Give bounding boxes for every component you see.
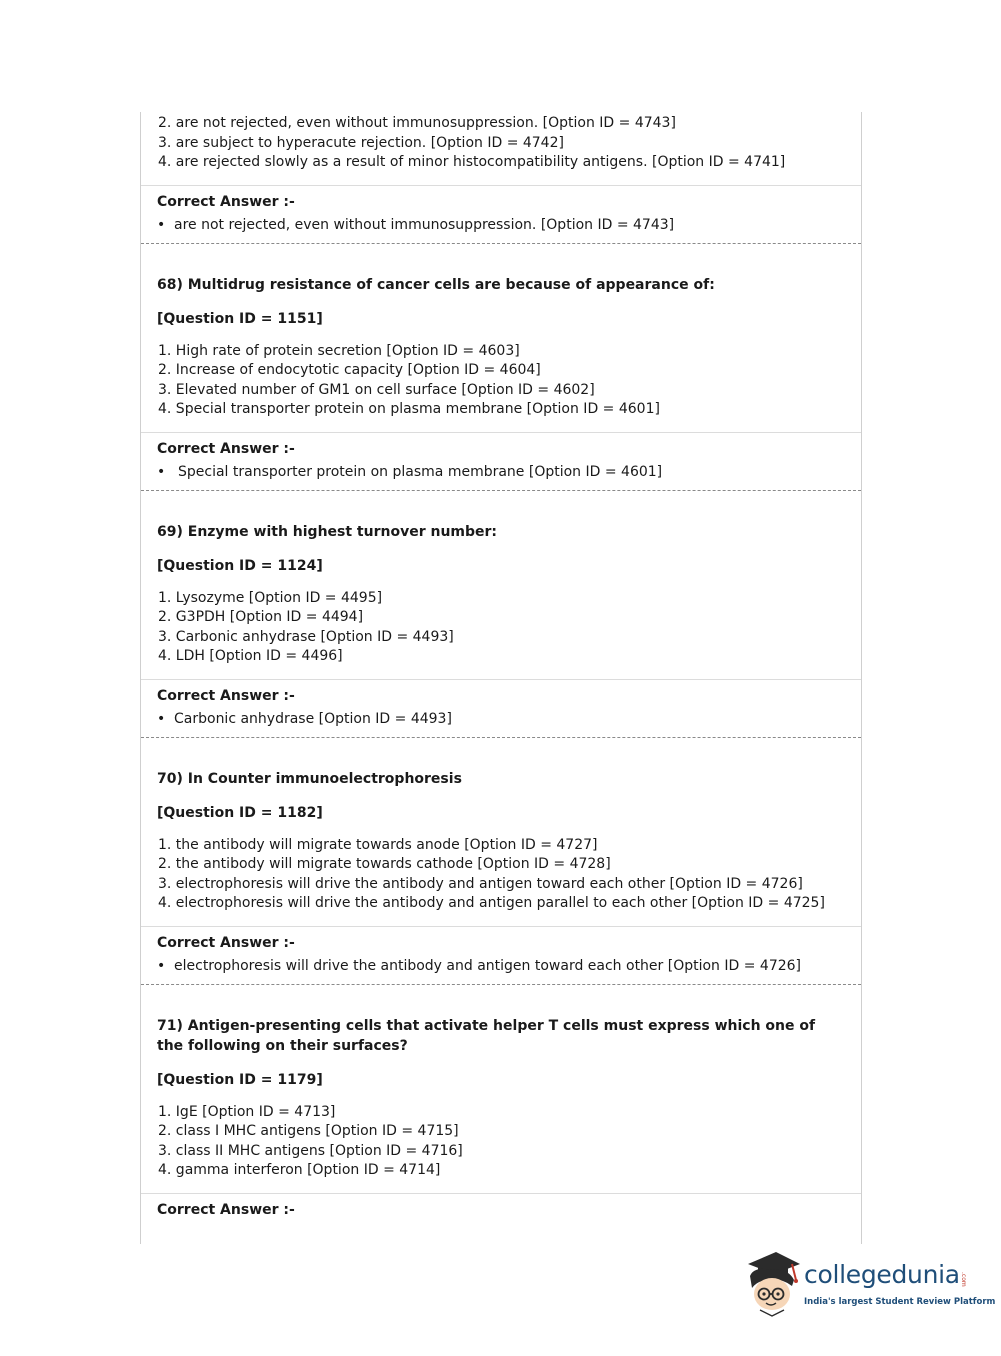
question-71 <box>141 985 861 1181</box>
question-68 <box>141 244 861 420</box>
option-list <box>157 836 845 914</box>
correct-answer-label: Correct Answer :- <box>157 193 295 210</box>
correct-answer-value: • are not rejected, even without immunosuppression. [Option ID = 4743] <box>157 216 675 233</box>
collegedunia-logo[interactable] <box>742 1250 996 1320</box>
question-id: [Question ID = 1151] <box>157 310 323 327</box>
option-item: 3. class II MHC antigens [Option ID = 4716] <box>158 1142 463 1159</box>
correct-answer-section <box>141 1194 861 1220</box>
option-list <box>157 342 845 420</box>
option-item: 2. class I MHC antigens [Option ID = 4715] <box>158 1123 459 1139</box>
option-item: 2. Increase of endocytotic capacity [Option ID = 4604] <box>158 362 541 378</box>
correct-answer-label: Correct Answer :- <box>157 440 295 457</box>
correct-answer-section <box>141 927 861 976</box>
option-item: 3. Carbonic anhydrase [Option ID = 4493] <box>158 628 454 645</box>
option-item: 4. Special transporter protein on plasma membrane [Option ID = 4601] <box>158 401 660 417</box>
option-list <box>157 1103 845 1181</box>
option-item: 3. electrophoresis will drive the antibody and antigen toward each other [Option ID = 4726] <box>158 875 803 892</box>
question-id: [Question ID = 1179] <box>157 1071 323 1088</box>
option-item: 2. G3PDH [Option ID = 4494] <box>158 609 364 625</box>
question-title: 70) In Counter immunoelectrophoresis <box>157 770 462 787</box>
bullet-icon: • <box>157 957 166 974</box>
option-item: 4. gamma interferon [Option ID = 4714] <box>158 1162 441 1178</box>
question-paper-page <box>140 112 862 1244</box>
correct-answer-section <box>141 186 861 235</box>
bullet-icon: • <box>157 216 166 233</box>
correct-answer-label: Correct Answer :- <box>157 1201 295 1218</box>
option-list <box>157 114 845 173</box>
option-item: 2. are not rejected, even without immunosuppression. [Option ID = 4743] <box>158 115 676 131</box>
question-id: [Question ID = 1124] <box>157 557 323 574</box>
correct-answer-label: Correct Answer :- <box>157 934 295 951</box>
question-69 <box>141 491 861 667</box>
option-item: 1. Lysozyme [Option ID = 4495] <box>158 589 383 606</box>
question-title: 69) Enzyme with highest turnover number: <box>157 523 498 540</box>
option-item: 3. Elevated number of GM1 on cell surface [Option ID = 4602] <box>158 381 595 398</box>
option-item: 2. the antibody will migrate towards cathode [Option ID = 4728] <box>158 856 611 872</box>
option-item: 4. electrophoresis will drive the antibody and antigen parallel to each other [Option ID = 4725] <box>158 895 825 911</box>
question-70 <box>141 738 861 914</box>
option-list <box>157 589 845 667</box>
logo-name: collegedunia <box>804 1260 960 1289</box>
correct-answer-section <box>141 680 861 729</box>
correct-answer-value: • electrophoresis will drive the antibody and antigen toward each other [Option ID = 4726] <box>157 957 802 974</box>
option-item: 1. the antibody will migrate towards anode [Option ID = 4727] <box>158 836 598 853</box>
previous-question-fragment <box>141 112 861 173</box>
question-id: [Question ID = 1182] <box>157 804 323 821</box>
correct-answer-value: • Special transporter protein on plasma membrane [Option ID = 4601] <box>157 463 663 480</box>
student-mascot-icon <box>742 1250 804 1320</box>
logo-suffix: .com <box>960 1272 967 1287</box>
correct-answer-section <box>141 433 861 482</box>
option-item: 1. High rate of protein secretion [Option ID = 4603] <box>158 342 520 359</box>
question-title: 68) Multidrug resistance of cancer cells are because of appearance of: <box>157 276 715 293</box>
option-item: 1. IgE [Option ID = 4713] <box>158 1103 336 1120</box>
option-item: 3. are subject to hyperacute rejection. [Option ID = 4742] <box>158 134 564 151</box>
option-item: 4. LDH [Option ID = 4496] <box>158 648 343 664</box>
bullet-icon: • <box>157 463 166 480</box>
correct-answer-label: Correct Answer :- <box>157 687 295 704</box>
logo-tagline: India's largest Student Review Platform <box>804 1297 996 1307</box>
correct-answer-value: • Carbonic anhydrase [Option ID = 4493] <box>157 710 452 727</box>
option-item: 4. are rejected slowly as a result of minor histocompatibility antigens. [Option ID = 4741] <box>158 154 786 170</box>
bullet-icon: • <box>157 710 166 727</box>
question-title: 71) Antigen-presenting cells that activate helper T cells must express which one of the following on their surfaces? <box>157 1017 816 1054</box>
